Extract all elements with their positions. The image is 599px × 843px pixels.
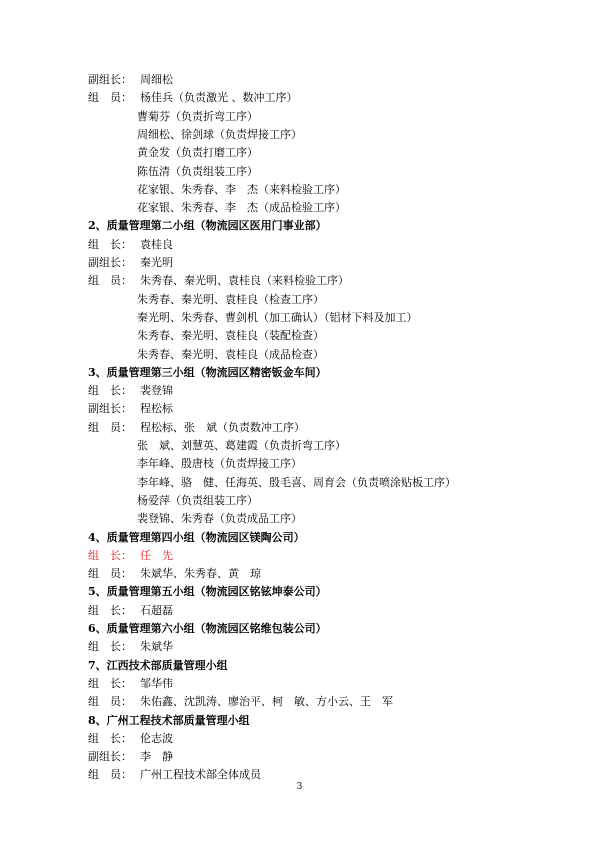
role-label: 组 长： xyxy=(88,676,132,690)
member-line xyxy=(137,183,346,197)
role-value: 任 先 xyxy=(140,548,173,562)
member-text: 花家银、朱秀春、李 杰（来料检验工序） xyxy=(137,182,346,196)
role-value: 李 静 xyxy=(140,750,173,764)
member-line xyxy=(137,311,418,325)
role-line xyxy=(88,73,173,87)
role-label: 组 员： xyxy=(88,91,132,105)
member-line xyxy=(137,201,346,215)
member-line xyxy=(137,146,258,160)
member-text: 黄金发（负责打磨工序） xyxy=(137,146,258,160)
section-heading xyxy=(88,585,327,599)
section-heading xyxy=(88,622,327,636)
role-line xyxy=(88,256,173,270)
role-value: 杨佳兵（负责激光 、数冲工序） xyxy=(140,91,298,105)
role-line xyxy=(88,421,305,435)
role-value: 石超磊 xyxy=(140,603,173,617)
member-text: 朱秀春、秦光明、袁桂良（成品检查） xyxy=(137,347,324,361)
section-heading-text: 8、广州工程技术部质量管理小组 xyxy=(88,713,250,727)
role-line xyxy=(88,384,173,398)
role-line xyxy=(88,677,173,691)
member-text: 周细松、徐剑球（负责焊接工序） xyxy=(137,127,302,141)
member-text: 花家银、朱秀春、李 杰（成品检验工序） xyxy=(137,201,346,215)
role-value: 程松标、张 斌（负责数冲工序） xyxy=(140,420,305,434)
role-line xyxy=(88,695,393,709)
member-line xyxy=(137,110,258,124)
role-value: 周细松 xyxy=(140,73,173,86)
role-label: 组 长： xyxy=(88,603,132,617)
section-heading-text: 2、质量管理第二小组（物流园区医用门事业部） xyxy=(88,219,327,233)
role-value: 裴登锦 xyxy=(140,384,173,398)
section-heading xyxy=(88,366,327,380)
member-text: 杨爱萍（负责组装工序） xyxy=(137,493,258,507)
member-line xyxy=(137,348,324,362)
role-value: 程松标 xyxy=(140,402,173,416)
role-label: 组 长： xyxy=(88,640,132,654)
role-label: 副组长： xyxy=(88,256,132,269)
section-heading xyxy=(88,219,327,233)
role-line xyxy=(88,274,349,288)
role-value: 邹华伟 xyxy=(140,676,173,690)
role-line xyxy=(88,549,173,563)
member-line xyxy=(137,293,324,307)
role-line xyxy=(88,91,298,105)
section-heading-text: 6、质量管理第六小组（物流园区铭维包装公司） xyxy=(88,622,327,635)
member-line xyxy=(137,512,302,526)
role-label: 副组长： xyxy=(88,73,132,86)
section-heading-text: 3、质量管理第三小组（物流园区精密钣金车间） xyxy=(88,365,327,379)
member-text: 张 斌、刘慧英、葛建霞（负责折弯工序） xyxy=(137,439,346,452)
role-value: 朱佑鑫、沈凯涛、廖治平、柯 敏、方小云、王 军 xyxy=(140,695,393,709)
role-value: 朱斌华、朱秀春、黄 琼 xyxy=(140,567,261,581)
role-label: 组 员： xyxy=(88,695,132,709)
role-value: 伦志波 xyxy=(140,731,173,745)
member-line xyxy=(137,128,302,142)
member-text: 曹菊芬（负责折弯工序） xyxy=(137,109,258,123)
page-number: 3 xyxy=(296,782,303,792)
section-heading-text: 5、质量管理第五小组（物流园区铭铉坤泰公司） xyxy=(88,585,327,599)
role-value: 袁桂良 xyxy=(140,237,173,251)
role-line xyxy=(88,604,173,618)
section-heading-text: 4、质量管理第四小组（物流园区镁陶公司） xyxy=(88,530,305,544)
role-value: 秦光明 xyxy=(140,256,173,269)
member-line xyxy=(137,165,258,179)
member-text: 朱秀春、秦光明、袁桂良（装配检查） xyxy=(137,329,324,343)
member-text: 朱秀春、秦光明、袁桂良（检查工序） xyxy=(137,292,324,306)
member-line xyxy=(137,494,258,508)
role-line xyxy=(88,732,173,746)
role-label: 组 员： xyxy=(88,567,132,581)
member-text: 裴登锦、朱秀春（负责成品工序） xyxy=(137,512,302,526)
section-heading xyxy=(88,659,228,673)
member-text: 李年峰、殷唐枝（负责焊接工序） xyxy=(137,457,302,471)
member-text: 秦光明、朱秀春、曹剑机（加工确认）（铝材下料及加工） xyxy=(137,310,418,324)
role-line xyxy=(88,768,261,782)
member-line xyxy=(137,329,324,343)
member-text: 陈伍清（负责组装工序） xyxy=(137,164,258,178)
member-text: 李年峰、骆 健、任海英、殷毛喜、周育会（负责喷涂贴板工序） xyxy=(137,475,456,489)
role-line xyxy=(88,238,173,252)
role-value: 朱斌华 xyxy=(140,640,173,654)
role-label: 组 长： xyxy=(88,548,132,562)
role-label: 组 长： xyxy=(88,731,132,745)
role-label: 副组长： xyxy=(88,402,132,416)
role-label: 副组长： xyxy=(88,750,132,764)
section-heading xyxy=(88,714,250,728)
member-line xyxy=(137,476,456,490)
role-label: 组 长： xyxy=(88,384,132,398)
role-label: 组 员： xyxy=(88,420,132,434)
role-value: 广州工程技术部全体成员 xyxy=(140,768,261,782)
section-heading xyxy=(88,531,305,545)
role-line xyxy=(88,750,173,764)
member-line xyxy=(137,439,346,453)
role-value: 朱秀春、秦光明、袁桂良（来料检验工序） xyxy=(140,274,349,288)
role-label: 组 长： xyxy=(88,237,132,251)
role-label: 组 员： xyxy=(88,274,132,288)
role-label: 组 员： xyxy=(88,768,132,782)
section-heading-text: 7、江西技术部质量管理小组 xyxy=(88,658,228,672)
role-line xyxy=(88,640,173,654)
member-line xyxy=(137,457,302,471)
role-line xyxy=(88,567,261,581)
role-line xyxy=(88,402,173,416)
